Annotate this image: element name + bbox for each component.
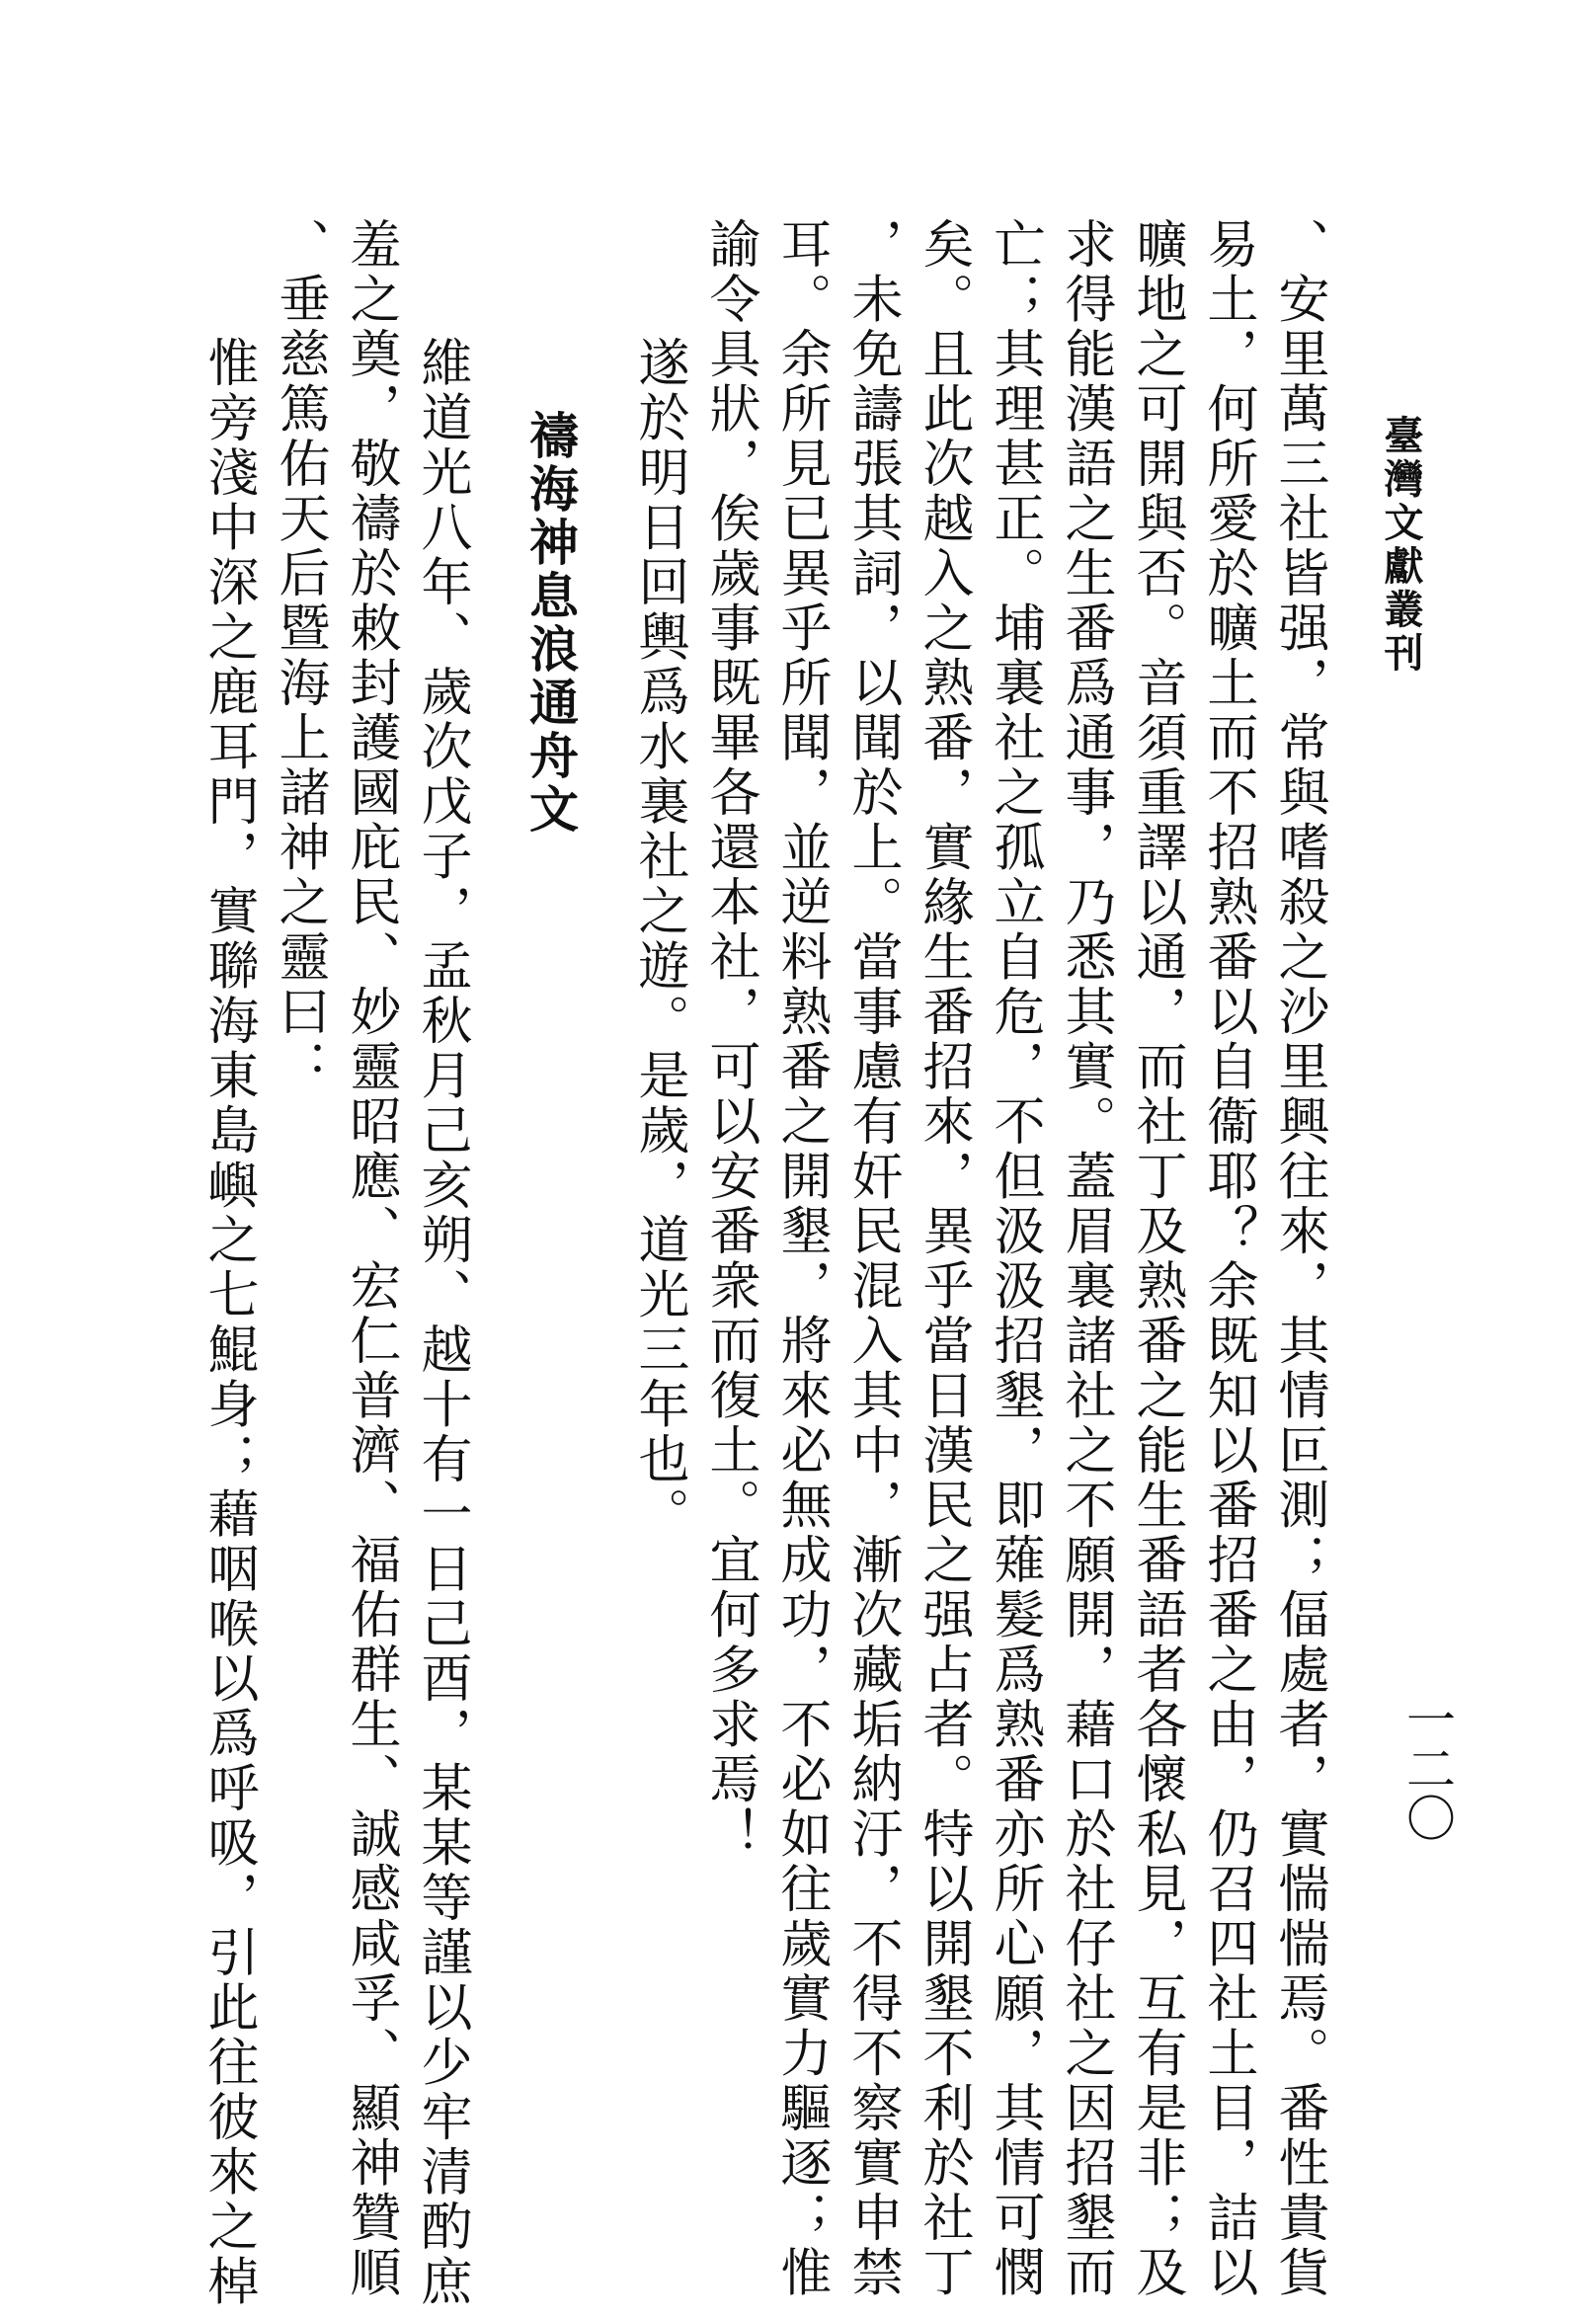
text-column: 羞之奠，敬禱於敕封護國庇民、妙靈昭應、宏仁普濟、福佑群生、誠感咸孚、顯神贊順 — [341, 217, 400, 2300]
text-column: 求得能漢語之生番爲通事，乃悉其實。蓋眉裏諸社之不願開，藉口於社仔社之因招墾而 — [1056, 217, 1115, 2300]
text-column: 維道光八年、歲次戊子，孟秋月己亥朔、越十有一日己酉，某某等謹以少牢清酌庶 — [412, 336, 471, 2309]
text-column: 曠地之可開與否。音須重譯以通，而社丁及熟番之能生番語者各懷私見，互有是非；及 — [1127, 217, 1186, 2300]
text-column: ，未免譸張其詞，以聞於上。當事慮有奸民混入其中，漸次藏垢納汙，不得不察實申禁 — [842, 217, 902, 2300]
text-column: 、安里萬三社皆强，常與嗜殺之沙里興往來，其情叵測；偪處者，實惴惴焉。番性貴貨 — [1269, 217, 1328, 2300]
text-column: 、垂慈篤佑天后暨海上諸神之靈曰： — [270, 217, 329, 1094]
text-column: 諭令具狀，俟歲事既畢各還本社，可以安番衆而復土。宜何多求焉！ — [700, 217, 759, 1862]
vertical-text-body — [193, 217, 1334, 2309]
text-column: 遂於明日回輿爲水裏社之遊。是歲，道光三年也。 — [629, 336, 688, 1542]
section-heading: 禱海神息浪通舟文 — [521, 410, 580, 837]
text-column: 亡；其理甚正。埔裏社之孤立自危，不但汲汲招墾，即薙髮爲熟番亦所心願，其情可憫 — [985, 217, 1044, 2300]
page-number: 一二〇 — [1398, 1694, 1456, 1842]
text-column: 惟旁淺中深之鹿耳門，實聯海東島嶼之七鯤身；藉咽喉以爲呼吸，引此往彼來之棹 — [199, 336, 258, 2309]
text-column: 耳。余所見已異乎所聞，並逆料熟番之開墾，將來必無成功，不必如往歲實力驅逐；惟 — [771, 217, 831, 2300]
text-column: 矣。且此次越入之熟番，實緣生番招來，異乎當日漢民之强占者。特以開墾不利於社丁 — [914, 217, 973, 2300]
text-column: 易土，何所愛於曠土而不招熟番以自衞耶？余既知以番招番之由，仍召四社土目，詰以 — [1198, 217, 1257, 2300]
running-header-title: 臺灣文獻叢刊 — [1378, 415, 1424, 676]
